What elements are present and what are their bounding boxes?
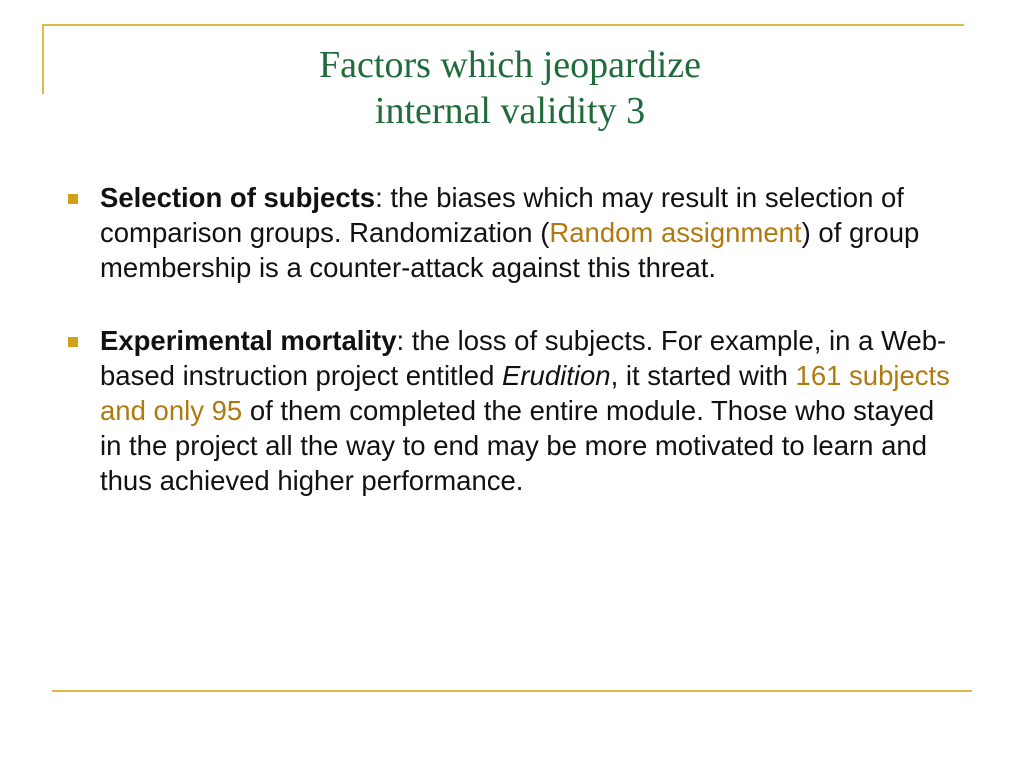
bullet-text: ) of group membership is a counter-attack against this threat. [100,217,920,283]
bullet-text: : the loss of subjects. For example, in a Web-based instruction project entitled [100,325,947,391]
bullet-text: : the biases which may result in selection of comparison groups. Randomization ( [100,182,904,248]
bullet-experimental-mortality [60,323,960,498]
frame-bottom-line [52,690,972,692]
bullet-term: Experimental mortality [100,325,397,356]
bullet-highlight: 161 subjects and only 95 [100,360,950,426]
slide-title-line-1: Factors which jeopardize [319,44,701,86]
bullet-highlight: Random assignment [549,217,802,248]
bullet-list [60,180,960,536]
bullet-text: of them completed the entire module. Those who stayed in the project all the way to end may be more motivated to learn and thus achieved higher performance. [100,395,935,496]
frame-left-line [42,24,44,94]
bullet-term: Selection of subjects [100,182,376,213]
slide-title-line-2: internal validity 3 [374,90,646,132]
bullet-text: , it started with [610,360,796,391]
square-bullet-icon [68,337,78,347]
square-bullet-icon [68,194,78,204]
frame-top-line [42,24,964,26]
bullet-italic: Erudition [502,360,611,391]
bullet-selection-of-subjects [60,180,960,285]
slide-title [120,42,900,134]
